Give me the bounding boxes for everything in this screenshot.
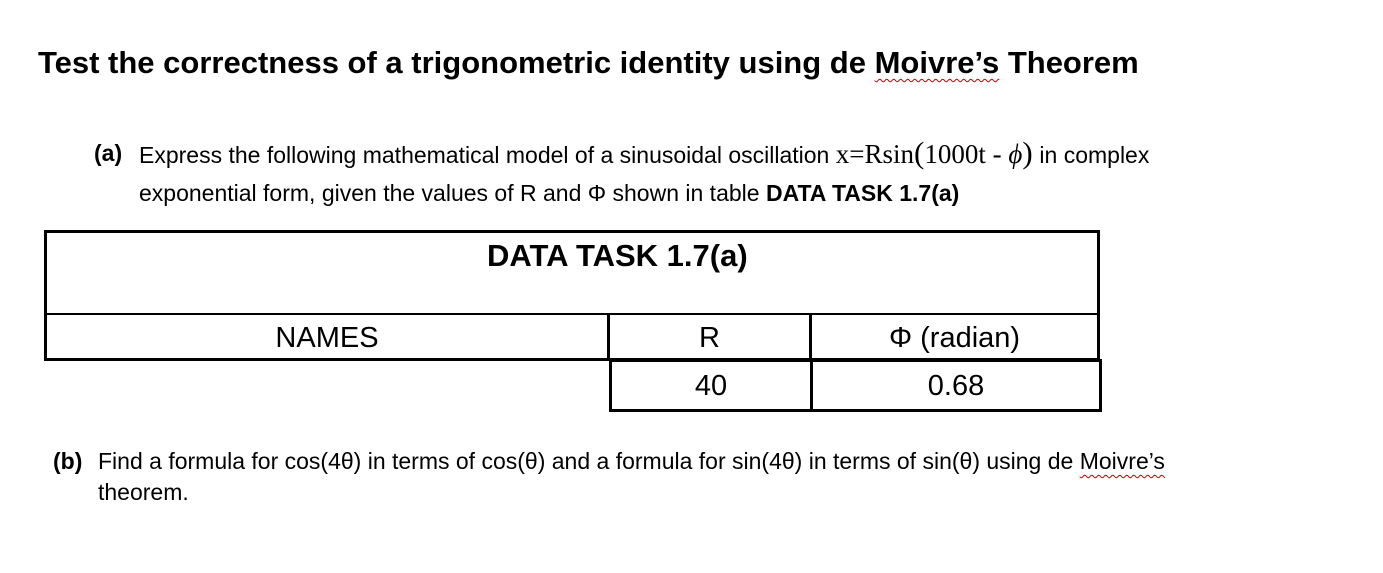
table-title: DATA TASK 1.7(a) [487,238,748,273]
formula-close-paren: ) [1022,135,1033,170]
header-phi: Φ (radian) [888,321,1021,354]
part-b-label: (b) [53,448,83,474]
title-text-after: Theorem [999,45,1139,80]
value-r: 40 [694,369,728,402]
part-a-label: (a) [94,140,123,166]
part-b-moivre-word: Moivre’s [1079,448,1165,474]
part-b-text-1: Find a formula for cos(4θ) in terms of cos(θ) and a formula for sin(4θ) in terms of sin(θ) using de [98,448,1080,474]
oscillation-formula [835,135,1040,170]
header-names: NAMES [275,321,379,354]
part-a-table-ref: DATA TASK 1.7(a) [765,180,960,206]
part-a-line-2 [139,178,959,208]
title-text-before: Test the correctness of a trigonometric identity using de [38,45,875,80]
part-a-line-1 [139,135,1150,170]
part-b-line-1 [98,446,1165,476]
part-a-text-2: in complex [1039,142,1150,168]
title-moivre-word: Moivre’s [874,45,1000,80]
formula-fn: sin [882,139,915,169]
part-a-line-2-text: exponential form, given the values of R and Φ shown in table [139,180,766,206]
formula-phi: ϕ [1008,139,1023,169]
formula-arg: 1000t - [924,139,1009,169]
value-phi: 0.68 [927,369,985,402]
formula-lhs: x=R [835,139,883,169]
part-b-line-2: theorem. [98,479,189,505]
formula-open-paren: ( [914,135,925,170]
header-r: R [699,321,720,354]
page-title [38,44,1139,82]
part-a-text-1: Express the following mathematical model of a sinusoidal oscillation [139,142,830,168]
